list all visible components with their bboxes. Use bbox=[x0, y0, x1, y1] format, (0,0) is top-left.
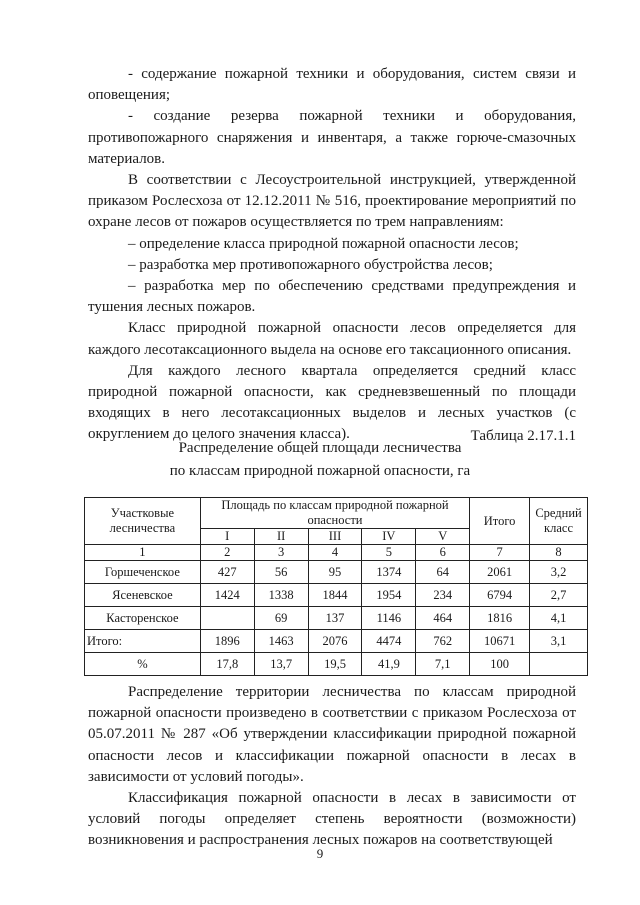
table-column-numbers-row bbox=[85, 545, 588, 561]
paragraph: – разработка мер по обеспечению средствами предупреждения и тушения лесных пожаров. bbox=[88, 278, 576, 316]
table-cell: 2076 bbox=[308, 630, 362, 653]
header-average-class: Средний класс bbox=[530, 498, 588, 545]
table-cell: 13,7 bbox=[254, 653, 308, 676]
table-cell: 95 bbox=[308, 561, 362, 584]
header-class-2: II bbox=[254, 529, 308, 545]
table-cell: 1424 bbox=[200, 584, 254, 607]
paragraph: - содержание пожарной техники и оборудования, систем связи и оповещения; bbox=[88, 66, 576, 104]
paragraph: Классификация пожарной опасности в лесах в зависимости от условий погоды определяет степень вероятности (возможности) возникновения и распространения лесных пожаров на соответствующей bbox=[88, 790, 576, 849]
table-cell: 464 bbox=[416, 607, 470, 630]
table-cell: 234 bbox=[416, 584, 470, 607]
paragraph: Для каждого лесного квартала определяется средний класс природной пожарной опасности, как средневзвешенный по площади входящих в него лесотаксационных выделов и лесных участков (с округлением до целого значения класса). bbox=[88, 362, 576, 443]
table-cell: 3,2 bbox=[530, 561, 588, 584]
table-cell: 6794 bbox=[470, 584, 530, 607]
table-cell: 2,7 bbox=[530, 584, 588, 607]
table-header-row bbox=[85, 498, 588, 529]
table-cell: 69 bbox=[254, 607, 308, 630]
header-forestry: Участковые лесничества bbox=[85, 498, 201, 545]
paragraph: - создание резерва пожарной техники и оборудования, противопожарного снаряжения и инвентаря, а также горюче-смазочных материалов. bbox=[88, 108, 576, 167]
column-number: 6 bbox=[416, 545, 470, 561]
column-number: 4 bbox=[308, 545, 362, 561]
table-cell: 100 bbox=[470, 653, 530, 676]
column-number: 3 bbox=[254, 545, 308, 561]
column-number: 7 bbox=[470, 545, 530, 561]
table-cell: 4,1 bbox=[530, 607, 588, 630]
row-label: Горшеченское bbox=[85, 561, 201, 584]
table-cell: 137 bbox=[308, 607, 362, 630]
column-number: 1 bbox=[85, 545, 201, 561]
paragraph: Класс природной пожарной опасности лесов определяется для каждого лесотаксационного выдела на основе его таксационного описания. bbox=[88, 320, 576, 358]
table-cell: 762 bbox=[416, 630, 470, 653]
column-number: 8 bbox=[530, 545, 588, 561]
table-cell: 10671 bbox=[470, 630, 530, 653]
table-row bbox=[85, 653, 588, 676]
row-label: Итого: bbox=[85, 630, 201, 653]
table-cell: 1374 bbox=[362, 561, 416, 584]
row-label: Ясеневское bbox=[85, 584, 201, 607]
table-cell: 1338 bbox=[254, 584, 308, 607]
column-number: 2 bbox=[200, 545, 254, 561]
table-row bbox=[85, 584, 588, 607]
table-row bbox=[85, 630, 588, 653]
page-number: 9 bbox=[316, 846, 324, 861]
table-cell: 3,1 bbox=[530, 630, 588, 653]
header-class-4: IV bbox=[362, 529, 416, 545]
table-cell bbox=[530, 653, 588, 676]
table-cell: 1954 bbox=[362, 584, 416, 607]
table-cell bbox=[200, 607, 254, 630]
table-row bbox=[85, 607, 588, 630]
table-title-line1: Распределение общей площади лесничества bbox=[178, 440, 462, 456]
table-title-line2: по классам природной пожарной опасности, га bbox=[169, 463, 471, 479]
header-total: Итого bbox=[470, 498, 530, 545]
table-cell: 17,8 bbox=[200, 653, 254, 676]
table-cell: 1896 bbox=[200, 630, 254, 653]
header-class-5: V bbox=[416, 529, 470, 545]
table-cell: 7,1 bbox=[416, 653, 470, 676]
body-text-bottom bbox=[88, 682, 576, 852]
paragraph: В соответствии с Лесоустроительной инструкцией, утвержденной приказом Рослесхоза от 12.12.2011 № 516, проектирование мероприятий по охране лесов от пожаров осуществляется по трем направлениям: bbox=[88, 172, 576, 231]
row-label: % bbox=[85, 653, 201, 676]
table-cell: 1816 bbox=[470, 607, 530, 630]
header-class-3: III bbox=[308, 529, 362, 545]
table-cell: 1844 bbox=[308, 584, 362, 607]
table-cell: 1463 bbox=[254, 630, 308, 653]
header-area-by-class: Площадь по классам природной пожарной опасности bbox=[200, 498, 469, 529]
fire-hazard-table bbox=[84, 497, 588, 676]
paragraph: – определение класса природной пожарной опасности лесов; bbox=[128, 235, 519, 252]
table-cell: 1146 bbox=[362, 607, 416, 630]
table-row bbox=[85, 561, 588, 584]
table-cell: 4474 bbox=[362, 630, 416, 653]
header-class-1: I bbox=[200, 529, 254, 545]
row-label: Касторенское bbox=[85, 607, 201, 630]
paragraph: – разработка мер противопожарного обустройства лесов; bbox=[128, 256, 493, 273]
column-number: 5 bbox=[362, 545, 416, 561]
paragraph: Распределение территории лесничества по классам природной пожарной опасности произведено в соответствии с приказом Рослесхоза от 05.07.2011 № 287 «Об утверждении классификации природной пожарной опасности лесов и классификации пожарной опасности в лесах в зависимости от условий погоды». bbox=[88, 684, 576, 785]
table-number: Таблица 2.17.1.1 bbox=[470, 428, 576, 444]
table-cell: 427 bbox=[200, 561, 254, 584]
table-cell: 64 bbox=[416, 561, 470, 584]
table-cell: 2061 bbox=[470, 561, 530, 584]
body-text-top bbox=[88, 64, 576, 446]
table-cell: 19,5 bbox=[308, 653, 362, 676]
table-cell: 56 bbox=[254, 561, 308, 584]
table-cell: 41,9 bbox=[362, 653, 416, 676]
